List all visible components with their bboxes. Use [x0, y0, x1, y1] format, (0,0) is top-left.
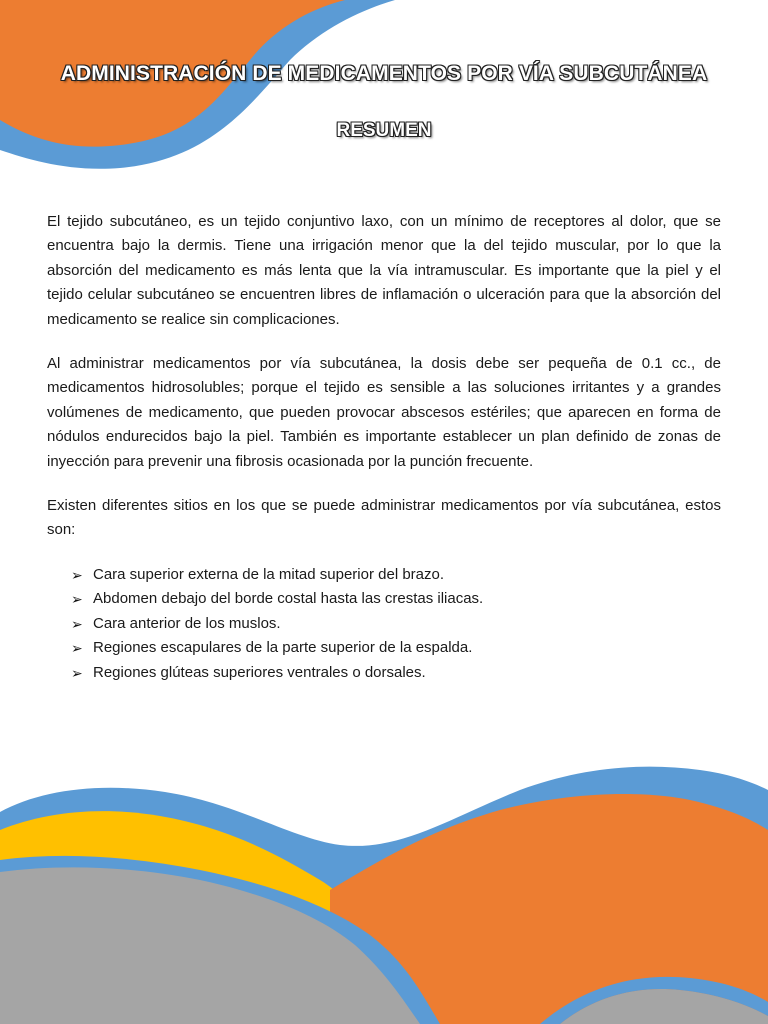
document-body: [47, 210, 721, 685]
list-item: [71, 587, 721, 611]
list-item: [71, 563, 721, 587]
paragraph: Existen diferentes sitios en los que se puede administrar medicamentos por vía subcutánea, estos son:: [47, 497, 721, 539]
list-item: [71, 636, 721, 660]
list-item-text: Regiones escapulares de la parte superior de la espalda.: [93, 639, 473, 657]
list-item-text: Cara superior externa de la mitad superior del brazo.: [93, 565, 445, 583]
arrow-bullet-icon: ➢: [71, 640, 83, 657]
arrow-bullet-icon: ➢: [71, 591, 83, 608]
paragraph: Al administrar medicamentos por vía subcutánea, la dosis debe ser pequeña de 0.1 cc., de medicamentos hidrosolubles; porque el tejido es sensible a las soluciones irritantes y a grandes volúmenes de medicamento, que pueden provocar abscesos estériles; que aparecen en forma de nódulos endurecidos bajo la piel. También es importante establecer un plan definido de zonas de inyección para prevenir una fibrosis ocasionada por la punción frecuente.: [47, 355, 721, 470]
list-item-text: Cara anterior de los muslos.: [93, 614, 281, 632]
bottom-wave-decoration: [0, 760, 768, 1024]
arrow-bullet-icon: ➢: [71, 615, 83, 632]
top-wave-decoration: [0, 0, 768, 180]
list-item-text: Abdomen debajo del borde costal hasta las crestas iliacas.: [93, 590, 484, 608]
document-title: ADMINISTRACIÓN DE MEDICAMENTOS POR VÍA SUBCUTÁNEA: [60, 62, 708, 85]
injection-sites-list: [47, 563, 721, 685]
paragraph: El tejido subcutáneo, es un tejido conjuntivo laxo, con un mínimo de receptores al dolor, que se encuentra bajo la dermis. Tiene una irrigación menor que la del tejido muscular, por lo que la absorción del medicamento es más lenta que la vía intramuscular. Es importante que la piel y el tejido celular subcutáneo se encuentren libres de inflamación o ulceración para que la absorción del medicamento se realice sin complicaciones.: [47, 213, 721, 328]
arrow-bullet-icon: ➢: [71, 566, 83, 583]
list-item: [71, 612, 721, 636]
arrow-bullet-icon: ➢: [71, 664, 83, 681]
list-item-text: Regiones glúteas superiores ventrales o dorsales.: [93, 663, 426, 681]
list-item: [71, 661, 721, 685]
document-subtitle: RESUMEN: [336, 120, 432, 141]
